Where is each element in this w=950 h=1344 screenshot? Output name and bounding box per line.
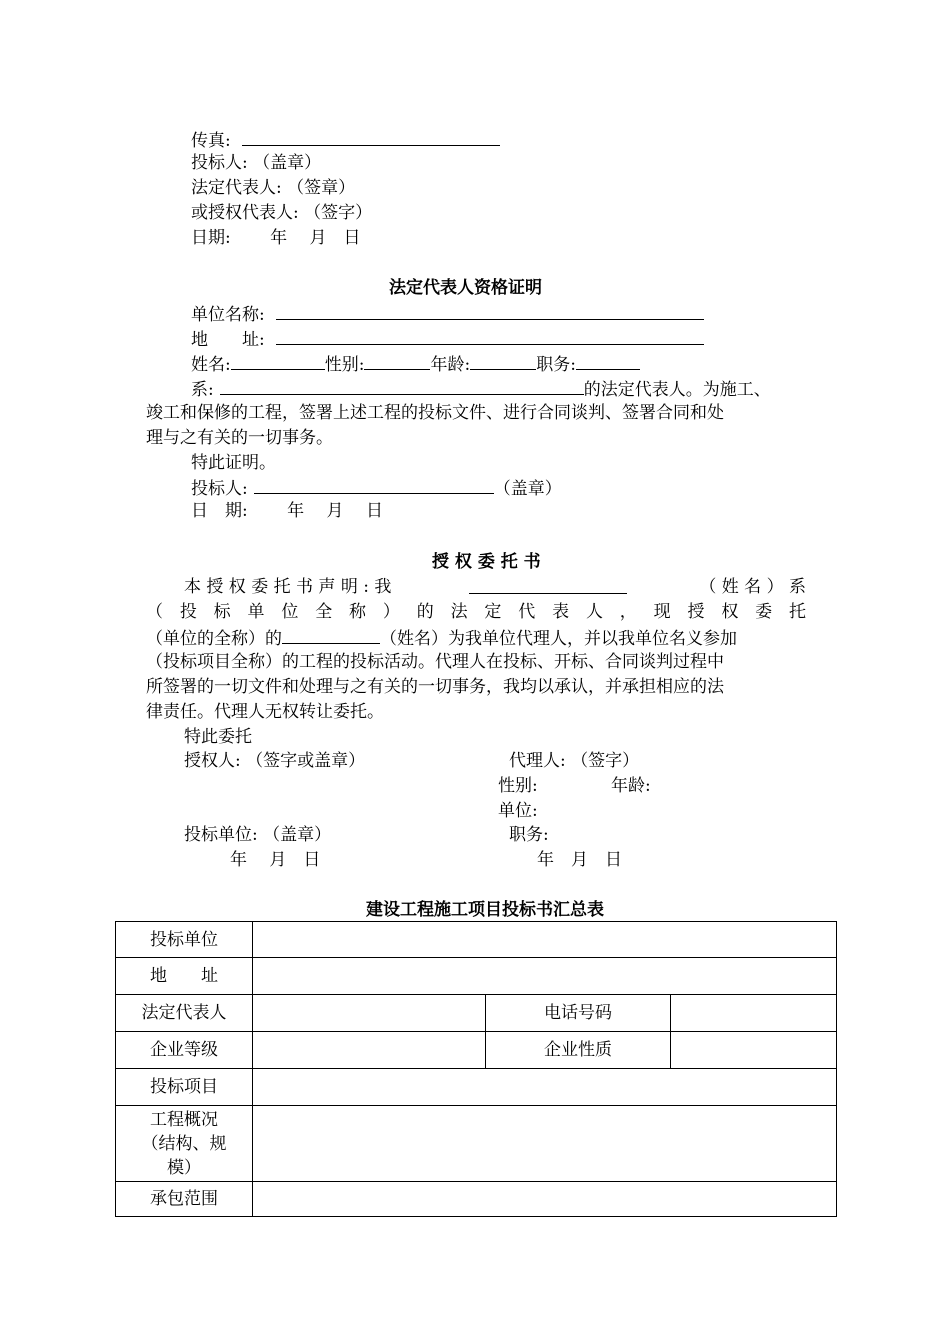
bidder-seal-line: 投标人: （盖章） (191, 153, 322, 173)
overview-label-line-2: （结构、规 (141, 1133, 227, 1154)
nature-cell[interactable] (671, 1032, 837, 1069)
summary-table (115, 921, 837, 1217)
scope-label-cell: 承包范围 (116, 1182, 253, 1217)
auth-letter-title: 授 权 委 托 书 (432, 552, 541, 572)
date-line: 日期: 年 月 日 (191, 228, 361, 248)
auth-line-3-prefix: （单位的全称）的 (146, 629, 282, 649)
cert-paragraph-3: 理与之有关的一切事务。 (146, 428, 333, 448)
position-blank (576, 351, 640, 370)
phone-label-cell: 电话号码 (486, 995, 671, 1032)
overview-label-line-3: 模） (167, 1157, 201, 1178)
auth-rep-line: 或授权代表人: （签字） (191, 203, 373, 223)
table-row (116, 958, 837, 995)
fax-blank (242, 127, 500, 146)
table-row (116, 1032, 837, 1069)
auth-line-1-prefix: 本 授 权 委 托 书 声 明 : 我 (184, 577, 392, 597)
cert-bidder-label: 投标人: (191, 479, 248, 499)
legal-cert-title: 法定代表人资格证明 (389, 278, 542, 298)
overview-label-cell (116, 1106, 253, 1182)
agent-unit-label: 单位: (498, 801, 538, 821)
auth-line-5: 所签署的一切文件和处理与之有关的一切事务，我均以承认，并承担相应的法 (146, 677, 724, 697)
overview-cell[interactable] (253, 1106, 837, 1182)
company-blank (220, 376, 584, 395)
cert-bidder-line (191, 475, 562, 501)
table-row (116, 1069, 837, 1106)
agent-line: 代理人: （签字） (509, 751, 640, 771)
name-label: 姓名: (191, 355, 231, 375)
phone-cell[interactable] (671, 995, 837, 1032)
legal-rep-statement-line (191, 376, 771, 402)
fax-label: 传真: (191, 131, 231, 151)
project-label-cell: 投标项目 (116, 1069, 253, 1106)
person-info-line (191, 351, 640, 377)
scope-cell[interactable] (253, 1182, 837, 1217)
unit-name-line (191, 301, 704, 327)
agent-position-label: 职务: (509, 825, 549, 845)
project-cell[interactable] (253, 1069, 837, 1106)
auth-date-left: 年 月 日 (230, 850, 321, 870)
cert-seal-label: （盖章） (493, 479, 562, 499)
auth-line-1 (184, 575, 806, 599)
nature-label-cell: 企业性质 (486, 1032, 671, 1069)
agent-age-label: 年龄: (611, 776, 651, 796)
authorizer-line: 授权人: （签字或盖章） (184, 751, 366, 771)
age-blank (470, 351, 536, 370)
auth-line-3-suffix: （姓名）为我单位代理人，并以我单位名义参加 (380, 629, 737, 649)
line-suffix: 的法定代表人。为施工、 (583, 380, 771, 400)
auth-line-1-suffix: （ 姓 名 ） 系 (699, 577, 806, 597)
unit-name-label: 单位名称: (191, 305, 265, 325)
overview-label-line-1: 工程概况 (150, 1109, 218, 1130)
address-label-cell: 地 址 (116, 958, 253, 995)
bid-unit-label: 投标单位 (116, 922, 253, 958)
age-label: 年龄: (430, 355, 471, 375)
legal-rep-label-cell: 法定代表人 (116, 995, 253, 1032)
auth-line-6: 律责任。代理人无权转让委托。 (146, 702, 384, 722)
auth-line-2: （ 投 标 单 位 全 称 ） 的 法 定 代 表 人 ， 现 授 权 委 托 (146, 602, 806, 622)
bid-unit-seal-line: 投标单位: （盖章） (184, 825, 332, 845)
auth-line-4: （投标项目全称）的工程的投标活动。代理人在投标、开标、合同谈判过程中 (146, 652, 724, 672)
position-label: 职务: (536, 355, 576, 375)
table-row (116, 1182, 837, 1217)
bid-unit-cell[interactable] (253, 922, 837, 958)
cert-paragraph-2: 竣工和保修的工程，签署上述工程的投标文件、进行合同谈判、签署合同和处 (146, 403, 724, 423)
address-label: 地 址: (191, 330, 265, 350)
name-blank-1 (469, 575, 627, 594)
cert-special-note: 特此证明。 (191, 453, 276, 473)
legal-rep-line: 法定代表人: （签章） (191, 178, 356, 198)
table-row (116, 995, 837, 1032)
unit-name-blank (276, 301, 704, 320)
fax-line (191, 127, 500, 153)
summary-table-title: 建设工程施工项目投标书汇总表 (366, 900, 604, 920)
address-cell[interactable] (253, 958, 837, 995)
grade-label-cell: 企业等级 (116, 1032, 253, 1069)
gender-blank (364, 351, 430, 370)
legal-rep-cell[interactable] (253, 995, 486, 1032)
address-blank (276, 326, 704, 345)
auth-line-3 (146, 625, 737, 651)
cert-bidder-blank (254, 475, 494, 494)
cert-date-line: 日 期: 年 月 日 (191, 501, 383, 521)
auth-special-note: 特此委托 (184, 727, 252, 747)
table-row (116, 922, 837, 958)
auth-date-right: 年 月 日 (537, 850, 622, 870)
agent-gender-label: 性别: (498, 776, 538, 796)
grade-cell[interactable] (253, 1032, 486, 1069)
gender-label: 性别: (324, 355, 365, 375)
name-blank (231, 351, 325, 370)
name-blank-2 (282, 625, 380, 644)
table-row (116, 1106, 837, 1182)
address-line (191, 326, 704, 352)
line-prefix: 系: (191, 380, 214, 400)
